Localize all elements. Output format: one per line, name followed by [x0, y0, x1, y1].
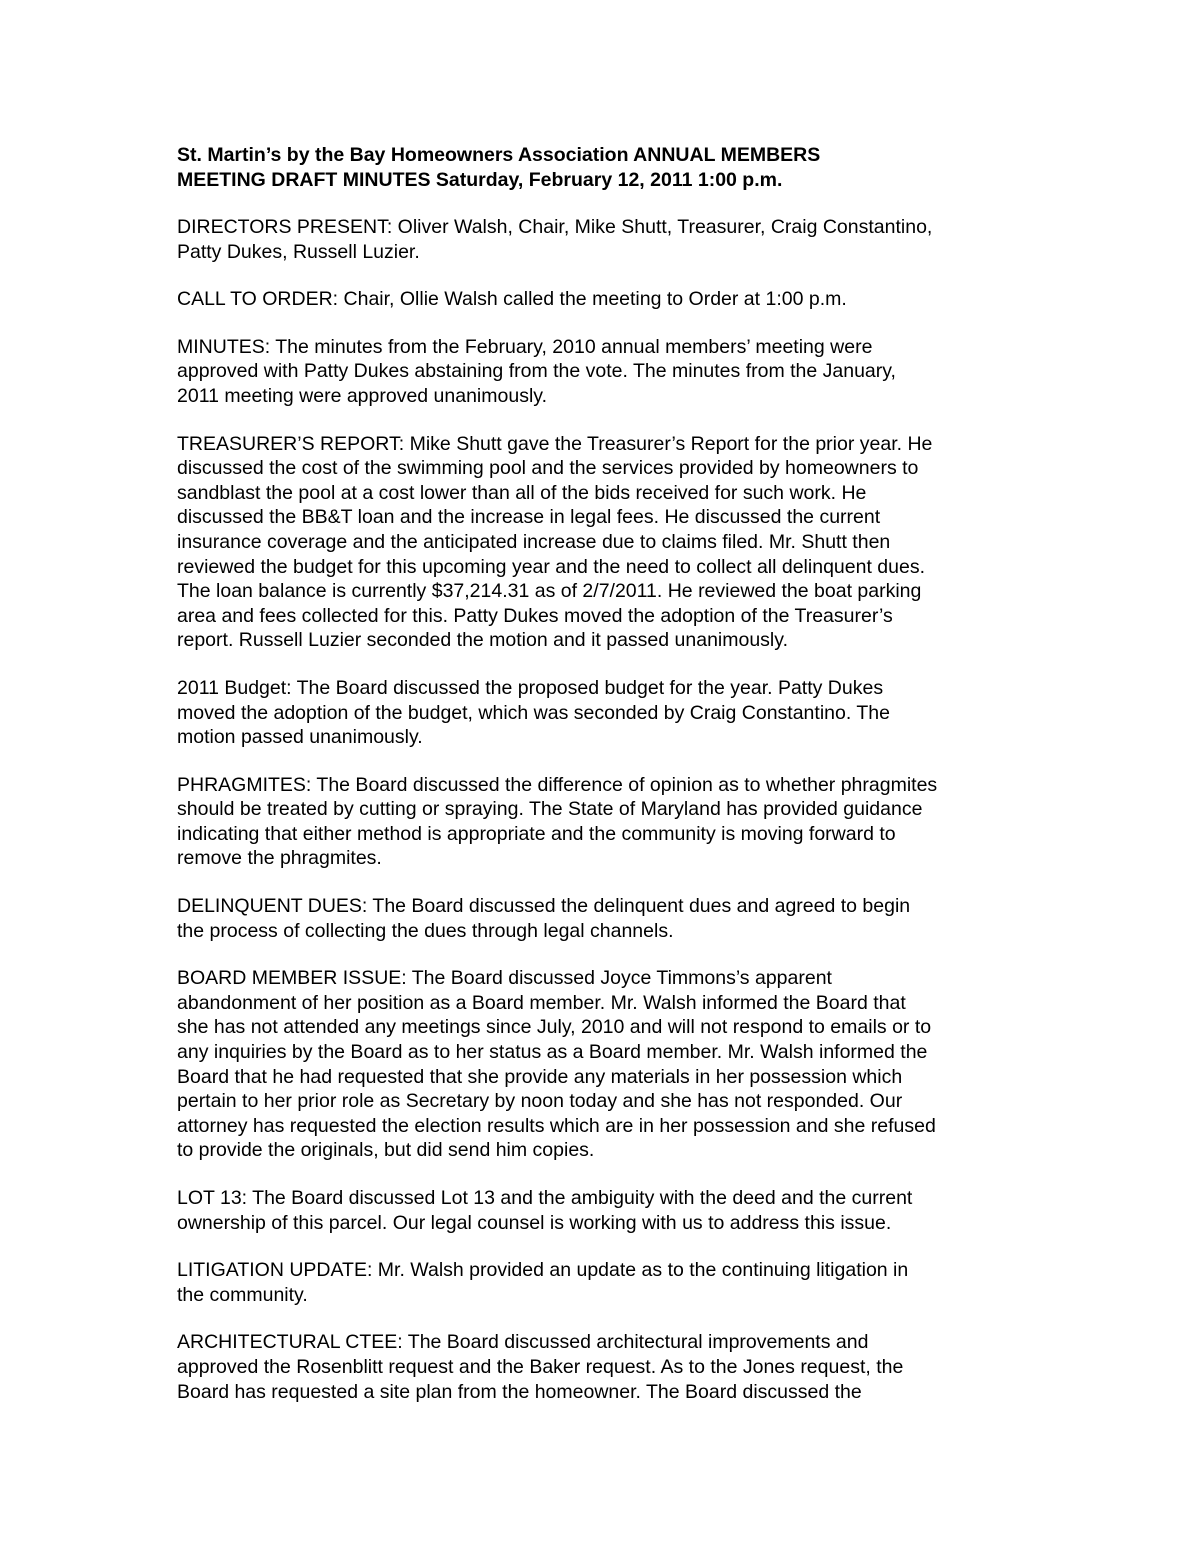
text-line: report. Russell Luzier seconded the motion and it passed unanimously.: [177, 629, 788, 652]
text-line: sandblast the pool at a cost lower than all of the bids received for such work. He: [177, 481, 867, 504]
text-line: discussed the BB&T loan and the increase in legal fees. He discussed the current: [177, 506, 881, 529]
text-line: she has not attended any meetings since July, 2010 and will not respond to emails or to: [177, 1016, 932, 1039]
text-line: abandonment of her position as a Board member. Mr. Walsh informed the Board that: [177, 991, 906, 1014]
text-line: attorney has requested the election results which are in her possession and she refused: [177, 1114, 936, 1137]
text-line: Patty Dukes, Russell Luzier.: [177, 240, 420, 263]
document-body: [177, 143, 1037, 1427]
treasurers-report-paragraph: [177, 432, 1037, 653]
text-line: Board that he had requested that she provide any materials in her possession which: [177, 1065, 903, 1088]
text-line: CALL TO ORDER: Chair, Ollie Walsh called the meeting to Order at 1:00 p.m.: [177, 288, 847, 311]
text-line: LITIGATION UPDATE: Mr. Walsh provided an update as to the continuing litigation in: [177, 1259, 909, 1282]
text-line: 2011 meeting were approved unanimously.: [177, 384, 548, 407]
text-line: DELINQUENT DUES: The Board discussed the delinquent dues and agreed to begin: [177, 895, 911, 918]
text-line: remove the phragmites.: [177, 847, 382, 870]
directors-present-paragraph: [177, 215, 1037, 264]
text-line: Board has requested a site plan from the homeowner. The Board discussed the: [177, 1380, 862, 1403]
text-line: The loan balance is currently $37,214.31 as of 2/7/2011. He reviewed the boat parking: [177, 580, 922, 603]
document-title: [177, 143, 1037, 192]
text-line: any inquiries by the Board as to her status as a Board member. Mr. Walsh informed the: [177, 1041, 928, 1064]
call-to-order-paragraph: [177, 287, 1037, 312]
text-line: reviewed the budget for this upcoming year and the need to collect all delinquent dues.: [177, 555, 925, 578]
text-line: DIRECTORS PRESENT: Oliver Walsh, Chair, Mike Shutt, Treasurer, Craig Constantino,: [177, 216, 933, 238]
text-line: discussed the cost of the swimming pool and the services provided by homeowners to: [177, 457, 919, 480]
text-line: motion passed unanimously.: [177, 726, 423, 749]
lot-13-paragraph: [177, 1186, 1037, 1235]
title-line: MEETING DRAFT MINUTES Saturday, February 12, 2011 1:00 p.m.: [177, 168, 783, 191]
text-line: PHRAGMITES: The Board discussed the difference of opinion as to whether phragmites: [177, 773, 938, 796]
minutes-paragraph: [177, 335, 1037, 409]
text-line: area and fees collected for this. Patty Dukes moved the adoption of the Treasurer’s: [177, 604, 893, 627]
text-line: TREASURER’S REPORT: Mike Shutt gave the Treasurer’s Report for the prior year. He: [177, 432, 933, 455]
text-line: ownership of this parcel. Our legal counsel is working with us to address this issue.: [177, 1211, 892, 1234]
text-line: to provide the originals, but did send him copies.: [177, 1139, 595, 1162]
text-line: LOT 13: The Board discussed Lot 13 and the ambiguity with the deed and the current: [177, 1187, 913, 1209]
text-line: should be treated by cutting or spraying. The State of Maryland has provided guidance: [177, 798, 923, 821]
text-line: BOARD MEMBER ISSUE: The Board discussed Joyce Timmons’s apparent: [177, 967, 832, 990]
board-member-issue-paragraph: [177, 966, 1037, 1163]
text-line: ARCHITECTURAL CTEE: The Board discussed architectural improvements and: [177, 1331, 869, 1354]
text-line: moved the adoption of the budget, which was seconded by Craig Constantino. The: [177, 701, 890, 724]
text-line: indicating that either method is appropriate and the community is moving forward to: [177, 822, 896, 845]
litigation-update-paragraph: [177, 1258, 1037, 1307]
text-line: the community.: [177, 1283, 308, 1306]
text-line: pertain to her prior role as Secretary by noon today and she has not responded. Our: [177, 1090, 903, 1113]
text-line: MINUTES: The minutes from the February, 2010 annual members’ meeting were: [177, 335, 873, 358]
delinquent-dues-paragraph: [177, 894, 1037, 943]
text-line: approved with Patty Dukes abstaining from the vote. The minutes from the January,: [177, 360, 896, 383]
text-line: approved the Rosenblitt request and the Baker request. As to the Jones request, the: [177, 1355, 904, 1378]
text-line: insurance coverage and the anticipated increase due to claims filed. Mr. Shutt then: [177, 530, 891, 553]
phragmites-paragraph: [177, 773, 1037, 871]
architectural-ctee-paragraph: [177, 1330, 1037, 1404]
minutes-sections: [177, 215, 1037, 1404]
text-line: the process of collecting the dues through legal channels.: [177, 919, 674, 942]
title-line: St. Martin’s by the Bay Homeowners Association ANNUAL MEMBERS: [177, 144, 821, 166]
budget-paragraph: [177, 676, 1037, 750]
text-line: 2011 Budget: The Board discussed the proposed budget for the year. Patty Dukes: [177, 676, 884, 699]
